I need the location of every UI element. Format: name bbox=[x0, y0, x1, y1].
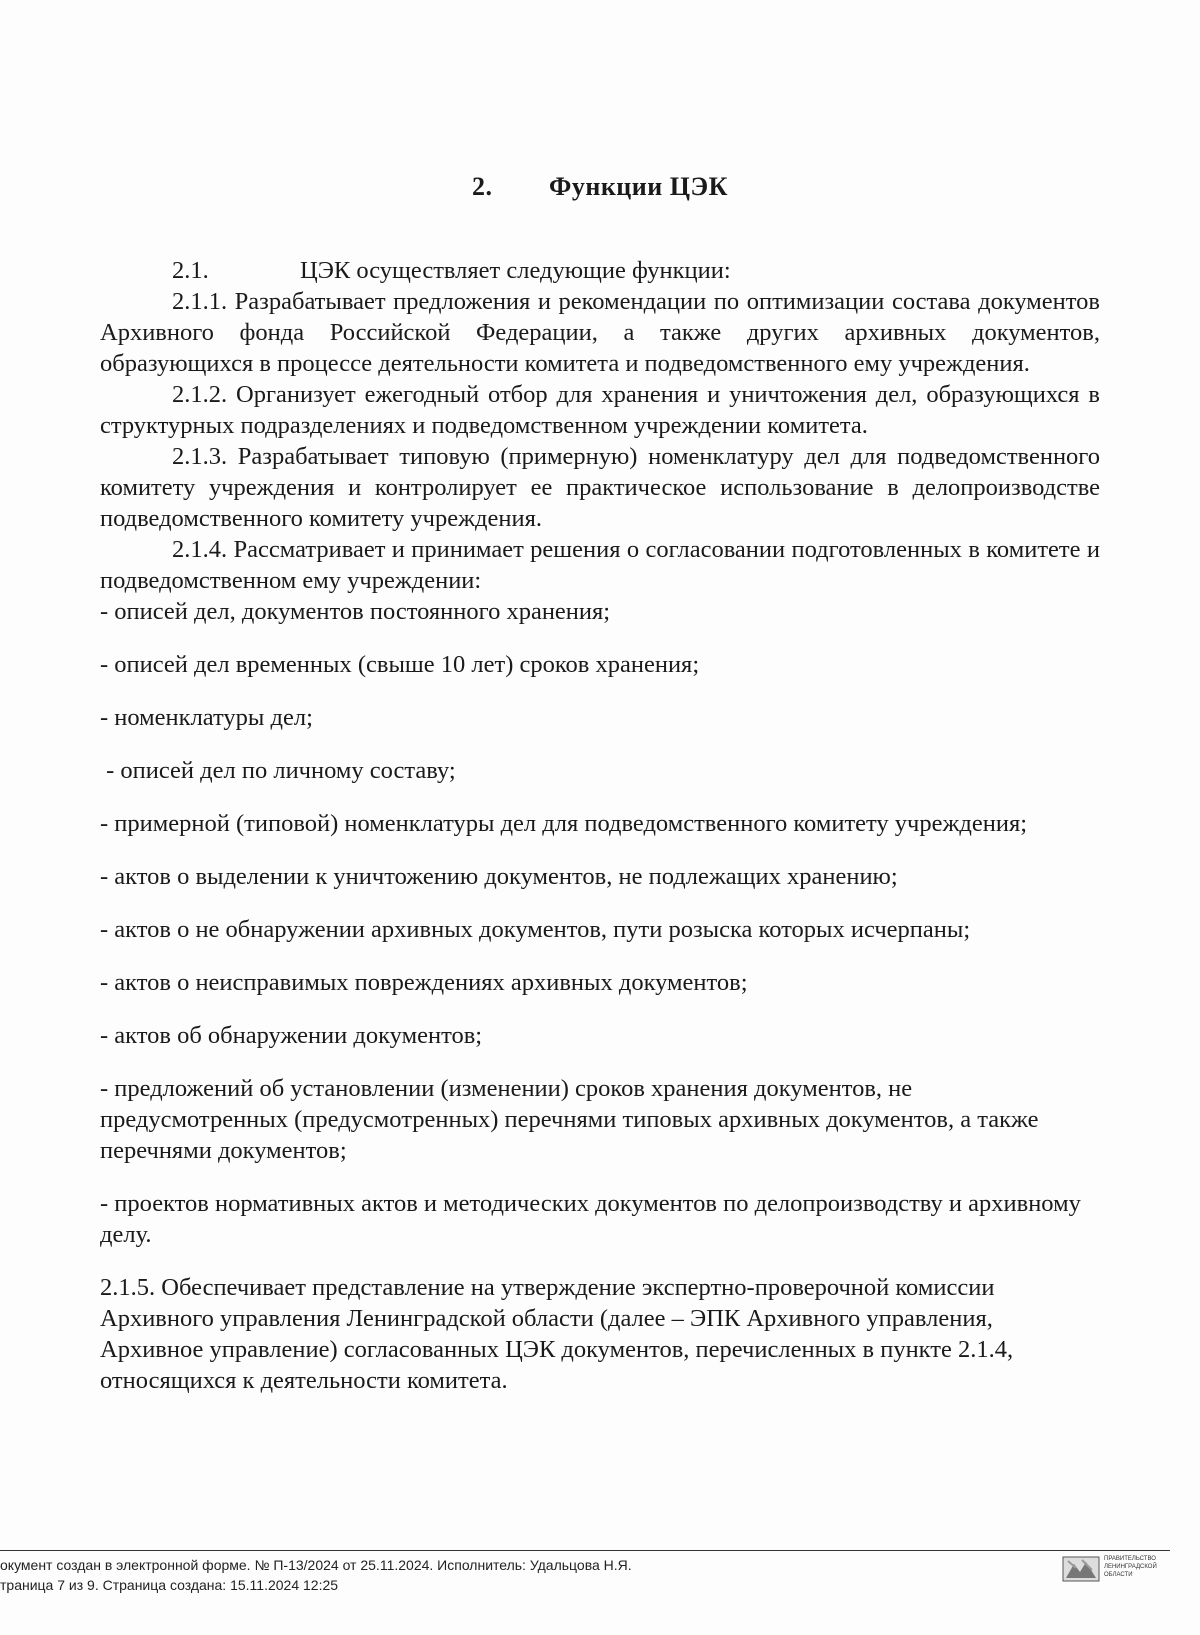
list-item: - описей дел по личному составу; bbox=[100, 757, 456, 784]
section-number: 2. bbox=[472, 172, 493, 201]
list-item: - номенклатуры дел; bbox=[100, 704, 313, 731]
section-title: Функции ЦЭК bbox=[549, 172, 728, 201]
list-item: - примерной (типовой) номенклатуры дел для подведомственного комитету учреждения; bbox=[100, 810, 1028, 837]
list-item: - проектов нормативных актов и методических документов по делопроизводству и архивному делу. bbox=[100, 1190, 1081, 1248]
list-item: - актов о выделении к уничтожению документов, не подлежащих хранению; bbox=[100, 863, 898, 890]
approval-list bbox=[100, 596, 1100, 1250]
section-heading bbox=[0, 172, 1200, 202]
intro-paragraph bbox=[100, 255, 1100, 286]
item-2-1-4: 2.1.4. Рассматривает и принимает решения о согласовании подготовленных в комитете и подведомственном ему учреждении: bbox=[100, 536, 1100, 594]
list-item: - описей дел временных (свыше 10 лет) сроков хранения; bbox=[100, 651, 700, 678]
list-item: - предложений об установлении (изменении) сроков хранения документов, не предусмотренных (предусмотренных) перечнями типовых архивных документов, а также перечнями документов; bbox=[100, 1075, 1039, 1164]
document-body bbox=[100, 255, 1100, 1396]
footer-line-2: траница 7 из 9. Страница создана: 15.11.2024 12:25 bbox=[0, 1577, 339, 1593]
intro-number: 2.1. bbox=[172, 257, 209, 284]
list-item: - актов о не обнаружении архивных документов, пути розыска которых исчерпаны; bbox=[100, 916, 971, 943]
list-item: - актов о неисправимых повреждениях архивных документов; bbox=[100, 969, 748, 996]
footer-line-1: окумент создан в электронной форме. № П-13/2024 от 25.11.2024. Исполнитель: Удальцова Н.Я. bbox=[0, 1557, 632, 1573]
footer bbox=[0, 1555, 1040, 1595]
list-item: - актов об обнаружении документов; bbox=[100, 1022, 483, 1049]
item-2-1-5: 2.1.5. Обеспечивает представление на утверждение экспертно-проверочной комиссии Архивного управления Ленинградской области (далее – ЭПК Архивного управления, Архивное управление) согласованных ЦЭК документов, перечисленных в пункте 2.1.4, относящихся к деятельности комитета. bbox=[100, 1274, 1014, 1394]
intro-text: ЦЭК осуществляет следующие функции: bbox=[300, 257, 731, 284]
emblem-caption: ПРАВИТЕЛЬСТВО ЛЕНИНГРАДСКОЙ ОБЛАСТИ bbox=[1104, 1556, 1157, 1578]
item-2-1-1: 2.1.1. Разрабатывает предложения и рекомендации по оптимизации состава документов Архивного фонда Российской Федерации, а также других архивных документов, образующихся в процессе деятельности комитета и подведомственного ему учреждения. bbox=[100, 288, 1100, 377]
government-emblem-icon bbox=[1062, 1556, 1100, 1582]
list-item: - описей дел, документов постоянного хранения; bbox=[100, 598, 611, 625]
item-2-1-2: 2.1.2. Организует ежегодный отбор для хранения и уничтожения дел, образующихся в структурных подразделениях и подведомственном учреждении комитета. bbox=[100, 381, 1100, 439]
item-2-1-3: 2.1.3. Разрабатывает типовую (примерную) номенклатуру дел для подведомственного комитету учреждения и контролирует ее практическое использование в делопроизводстве подведомственного комитету учреждения. bbox=[100, 443, 1100, 532]
footer-divider bbox=[0, 1550, 1170, 1551]
